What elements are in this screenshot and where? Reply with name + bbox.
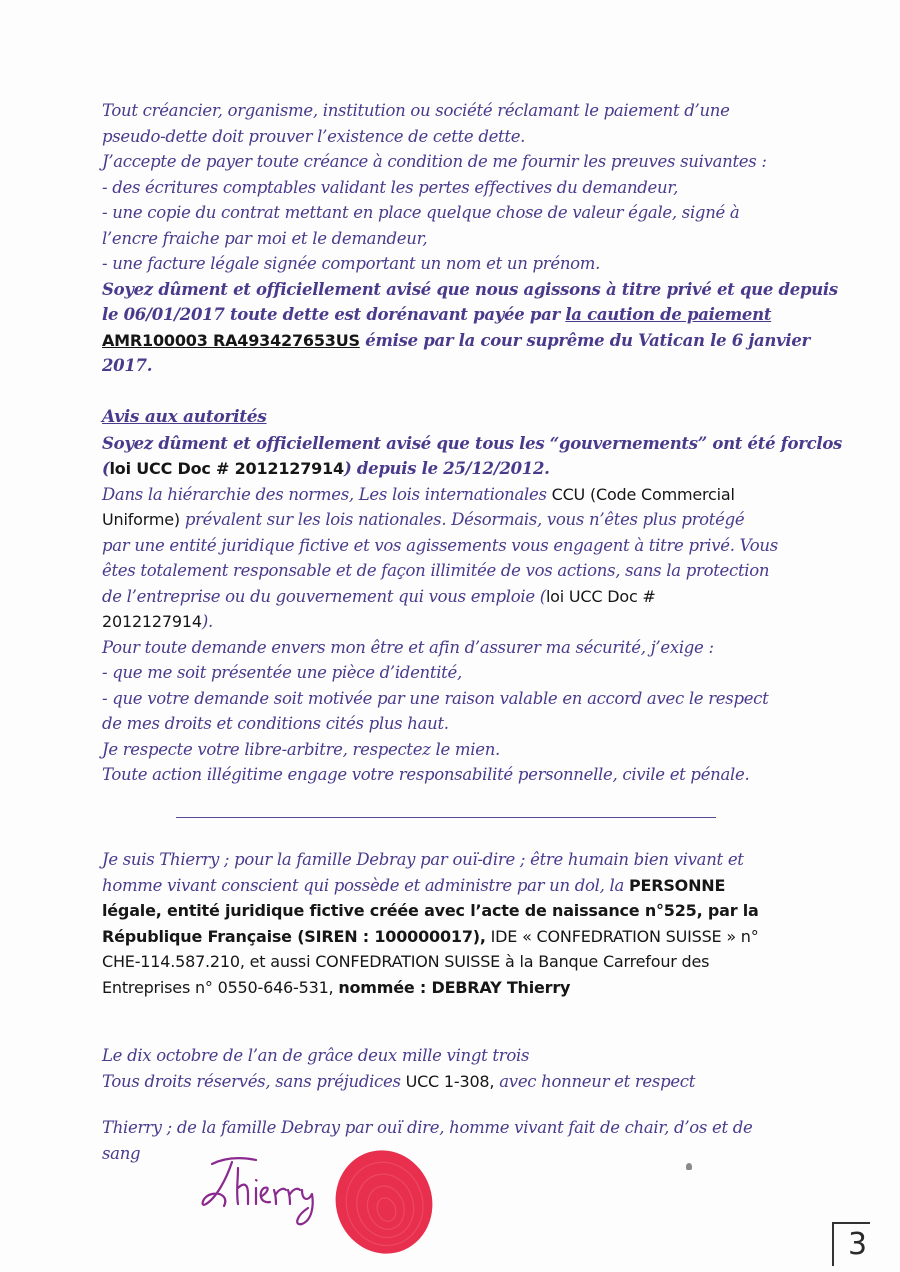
- text-segment: loi UCC Doc #: [545, 586, 656, 606]
- page-number-bracket: [832, 1222, 838, 1266]
- text-segment: avec honneur et respect: [494, 1071, 696, 1091]
- text-line: - que me soit présentée une pièce d’identité,: [102, 663, 462, 682]
- text-line: Le dix octobre de l’an de grâce deux mille vingt trois: [102, 1046, 530, 1065]
- section-heading: Avis aux autorités: [102, 407, 267, 427]
- text-line: 2017.: [102, 356, 153, 375]
- debt-proof-paragraph: [102, 98, 838, 379]
- text-segment: Tous droits réservés, sans préjudices: [102, 1071, 406, 1091]
- text-line: - que votre demande soit motivée par une raison valable en accord avec le respect: [102, 688, 769, 708]
- page-number-bracket-top: [832, 1222, 870, 1224]
- text-line: sang: [102, 1143, 141, 1163]
- text-line: [102, 507, 802, 533]
- text-line: Thierry ; de la famille Debray par ouï dire, homme vivant fait de chair, d’os et de: [102, 1118, 753, 1137]
- text-segment: prévalent sur les lois nationales. Désormais, vous n’êtes plus protégé: [179, 510, 745, 529]
- text-line: pseudo-dette doit prouver l’existence de cette dette.: [102, 126, 526, 146]
- text-segment: de l’entreprise ou du gouvernement qui vous emploie (: [102, 586, 546, 606]
- text-line: [102, 873, 802, 899]
- text-line: Toute action illégitime engage votre responsabilité personnelle, civile et pénale.: [102, 765, 750, 784]
- text-segment: nommée : DEBRAY Thierry: [338, 977, 571, 997]
- handwritten-signature: [198, 1150, 323, 1230]
- closing-block: [102, 1043, 802, 1094]
- text-line: Je suis Thierry ; pour la famille Debray par ouï-dire ; être humain bien vivant et: [102, 850, 744, 869]
- text-line: l’encre fraiche par moi et le demandeur,: [102, 228, 428, 248]
- ucc-reference: loi UCC Doc # 2012127914: [109, 459, 344, 478]
- text-segment: le 06/01/2017 toute dette est dorénavant payée par: [102, 305, 566, 324]
- text-line: [102, 1069, 802, 1095]
- text-line: par une entité juridique fictive et vos agissements vous engagent à titre privé. Vous: [102, 535, 778, 555]
- text-line: CHE-114.587.210, et aussi CONFEDRATION SUISSE à la Banque Carrefour des: [102, 952, 710, 971]
- page-number-box: [832, 1222, 880, 1266]
- payment-bond-label: la caution de paiement: [565, 305, 772, 324]
- text-line: de mes droits et conditions cités plus haut.: [102, 714, 449, 733]
- thumbprint: [330, 1148, 442, 1256]
- text-segment: CCU (Code Commercial: [551, 484, 735, 504]
- text-line: - une facture légale signée comportant un nom et un prénom.: [102, 254, 601, 273]
- text-segment: (: [102, 459, 110, 478]
- identity-declaration: [102, 847, 802, 1000]
- text-segment: UCC 1-308,: [405, 1071, 495, 1091]
- scan-speck: [686, 1163, 692, 1170]
- text-line: [102, 482, 802, 508]
- text-line: [102, 584, 802, 610]
- text-segment: homme vivant conscient qui possède et administre par un dol, la: [102, 875, 629, 895]
- text-line: [102, 975, 802, 1001]
- text-line: [102, 302, 802, 328]
- text-line: êtes totalement responsable et de façon illimitée de vos actions, sans la protection: [102, 561, 770, 580]
- text-line: J’accepte de payer toute créance à condition de me fournir les preuves suivantes :: [102, 152, 767, 171]
- text-line: [102, 924, 802, 950]
- authorities-notice: [102, 405, 843, 788]
- page-number: 3: [848, 1227, 868, 1262]
- text-segment: IDE « CONFEDRATION SUISSE » n°: [485, 926, 759, 946]
- text-segment: Entreprises n° 0550-646-531,: [102, 977, 339, 997]
- text-segment: ) depuis le 25/12/2012.: [343, 459, 550, 478]
- text-line: Pour toute demande envers mon être et afin d’assurer ma sécurité, j’exige :: [102, 637, 714, 657]
- text-line: Soyez dûment et officiellement avisé que tous les “gouvernements” ont été forclos: [102, 433, 843, 453]
- text-line: légale, entité juridique fictive créée avec l’acte de naissance n°525, par la: [102, 901, 759, 920]
- text-segment: République Française (SIREN : 100000017),: [102, 926, 486, 946]
- text-line: - une copie du contrat mettant en place quelque chose de valeur égale, signé à: [102, 203, 740, 222]
- text-segment: ).: [201, 612, 213, 631]
- bond-reference: AMR100003 RA493427653US: [102, 330, 360, 350]
- text-segment: émise par la cour suprême du Vatican le 6 janvier: [359, 330, 810, 350]
- text-line: [102, 456, 802, 482]
- text-line: Soyez dûment et officiellement avisé que nous agissons à titre privé et que depuis: [102, 279, 838, 299]
- text-segment: Dans la hiérarchie des normes, Les lois internationales: [102, 484, 552, 504]
- text-line: Je respecte votre libre-arbitre, respectez le mien.: [102, 739, 500, 759]
- separator-rule: [176, 817, 716, 818]
- text-segment: Uniforme): [102, 510, 180, 529]
- text-line: [102, 609, 802, 635]
- text-line: [102, 328, 810, 354]
- text-line: Tout créancier, organisme, institution ou société réclamant le paiement d’une: [102, 101, 730, 120]
- text-segment: 2012127914: [102, 612, 202, 631]
- text-line: - des écritures comptables validant les pertes effectives du demandeur,: [102, 177, 679, 197]
- text-segment: PERSONNE: [628, 875, 726, 895]
